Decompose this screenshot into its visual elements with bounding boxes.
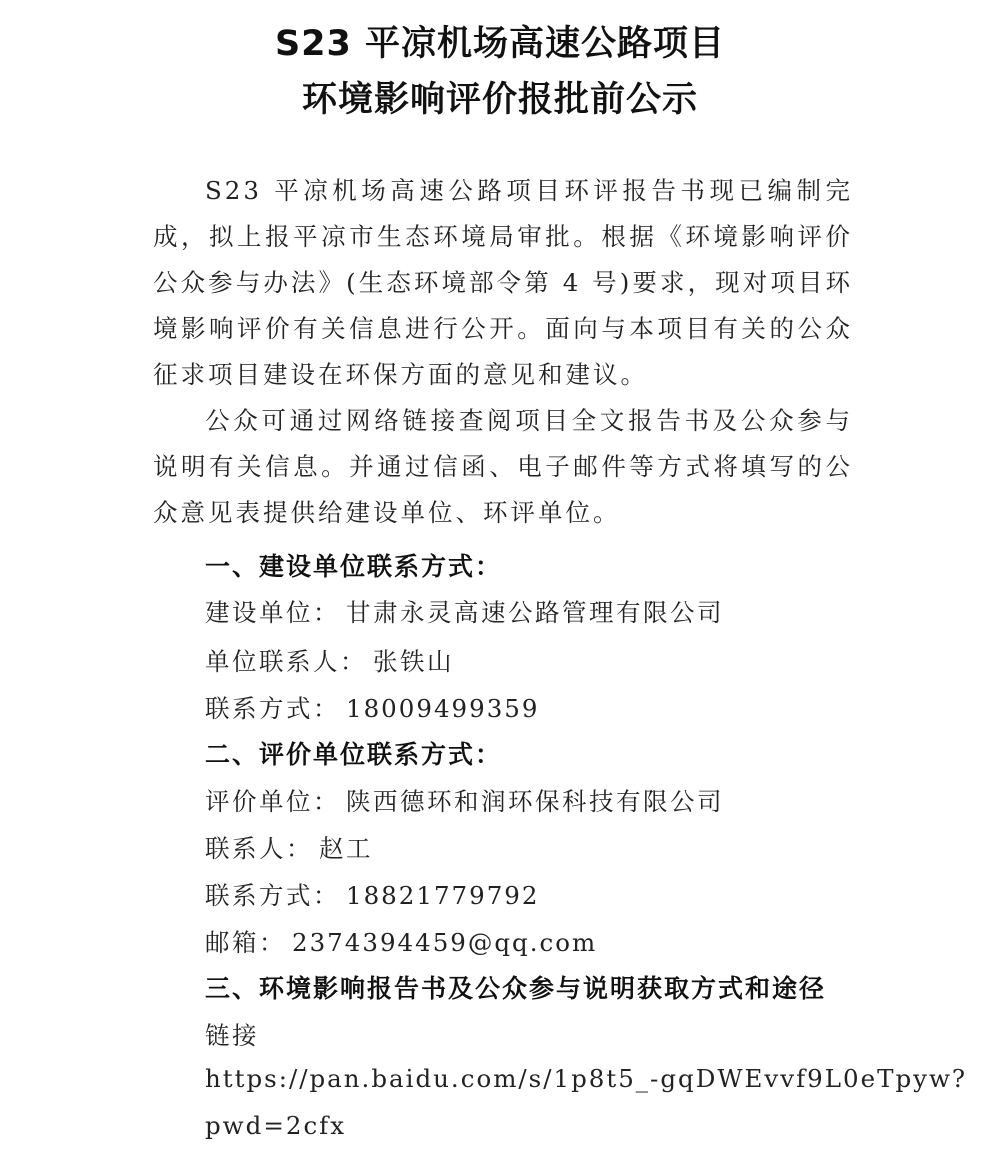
section2-contact-label: 联系人： [205,834,313,863]
section3-link-label: 链接 [205,1021,259,1050]
section3-heading: 三、环境影响报告书及公众参与说明获取方式和途径 [205,974,827,1003]
section2-unit-label: 评价单位： [205,787,340,816]
intro-paragraph: S23 平凉机场高速公路项目环评报告书现已编制完成，拟上报平凉市生态环境局审批。根据《环境影响评价公众参与办法》(生态环境部令第 4 号)要求，现对项目环境影响评价有关信息进行公开。面向与本项目有关的公众征求项目建设在环保方面的意见和建议。 [153,176,853,389]
section1-unit-label: 建设单位： [205,598,340,627]
section1-phone-value: 18009499359 [346,694,540,723]
document-title-line1: S23 平凉机场高速公路项目 [274,24,726,64]
access-paragraph: 公众可通过网络链接查阅项目全文报告书及公众参与说明有关信息。并通过信函、电子邮件等方式将填写的公众意见表提供给建设单位、环评单位。 [153,406,853,527]
document-body [153,168,853,536]
section2-unit-value: 陕西德环和润环保科技有限公司 [346,787,724,816]
section2-heading: 二、评价单位联系方式： [205,740,503,769]
section1-phone-label: 联系方式： [205,694,340,723]
section1-contact-label: 单位联系人： [205,647,367,676]
section2-phone-row [205,877,539,912]
section2-contact-value: 赵工 [319,834,373,863]
section2-contact-row [205,830,373,865]
section1-unit-value: 甘肃永灵高速公路管理有限公司 [346,598,724,627]
section2-unit-row [205,783,724,818]
section1-contact-value: 张铁山 [373,647,454,676]
section1-contact-row [205,643,454,678]
section2-phone-label: 联系方式： [205,881,340,910]
document-title-line2: 环境影响评价报批前公示 [301,80,698,120]
section2-email-row [205,924,597,959]
download-link-line1[interactable]: https://pan.baidu.com/s/1p8t5_-gqDWEvvf9L0eTpyw? [205,1064,968,1093]
section2-email-label: 邮箱： [205,928,286,957]
download-link-line2[interactable]: pwd=2cfx [205,1111,347,1140]
section1-phone-row [205,690,539,725]
section1-heading: 一、建设单位联系方式： [205,552,503,581]
section1-unit-row [205,594,724,629]
section2-phone-value: 18821779792 [346,881,540,910]
section2-email-value: 2374394459@qq.com [292,928,598,957]
